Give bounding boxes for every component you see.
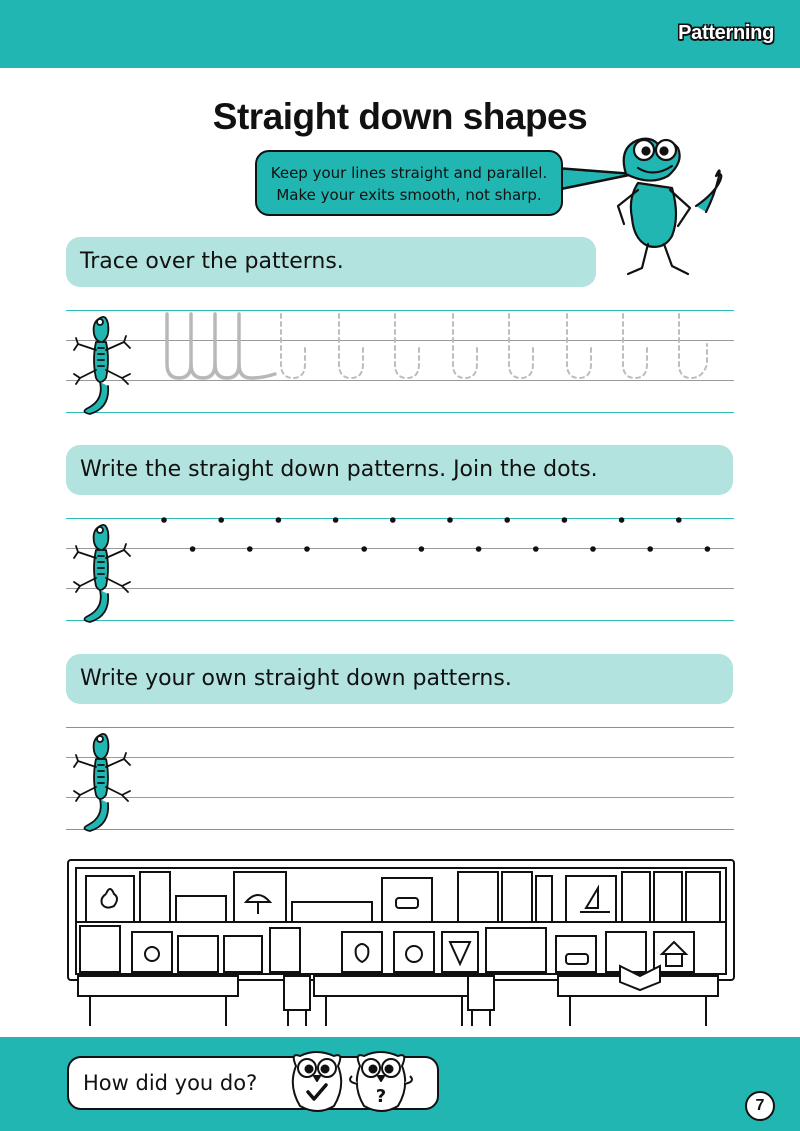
pattern-dot	[619, 517, 625, 523]
section-tag: Patterning	[678, 22, 774, 44]
pattern-dot	[276, 517, 282, 523]
svg-text:?: ?	[375, 1086, 387, 1107]
speech-bubble-line-2: Make your exits smooth, not sharp.	[276, 186, 542, 204]
pattern-dot	[533, 546, 539, 552]
dot-pattern	[150, 512, 730, 562]
owl-question-icon[interactable]	[346, 1046, 416, 1116]
guide-line	[66, 797, 734, 798]
guide-line	[66, 620, 734, 621]
writing-guides[interactable]	[66, 727, 734, 837]
page-title: Straight down shapes	[212, 96, 588, 137]
guide-line	[66, 412, 734, 413]
instruction-trace: Trace over the patterns.	[66, 237, 596, 287]
pattern-dot	[190, 546, 196, 552]
small-lizard-icon	[70, 308, 136, 418]
pattern-dot	[361, 546, 367, 552]
guide-line	[66, 727, 734, 728]
owl-tick-icon[interactable]	[282, 1046, 352, 1116]
page-number: 7	[745, 1091, 775, 1121]
pattern-dot	[333, 517, 339, 523]
how-did-you-do-label: How did you do?	[83, 1071, 258, 1095]
pattern-dot	[419, 546, 425, 552]
pattern-dot	[161, 517, 167, 523]
pattern-dot	[676, 517, 682, 523]
guide-line	[66, 829, 734, 830]
instruction-own-patterns: Write your own straight down patterns.	[66, 654, 733, 704]
pattern-dot	[447, 517, 453, 523]
guide-line	[66, 588, 734, 589]
lizard-mascot-icon	[598, 128, 738, 288]
pattern-dot	[647, 546, 653, 552]
pattern-dot	[705, 546, 711, 552]
small-lizard-icon	[70, 516, 136, 626]
pattern-dot	[562, 517, 568, 523]
library-illustration	[66, 858, 736, 1033]
pattern-dot	[590, 546, 596, 552]
speech-bubble	[255, 150, 563, 216]
pattern-dot	[390, 517, 396, 523]
pattern-dot	[504, 517, 510, 523]
speech-bubble-line-1: Keep your lines straight and parallel.	[270, 164, 548, 182]
pattern-dot	[304, 546, 310, 552]
trace-pattern	[155, 308, 715, 388]
guide-line	[66, 757, 734, 758]
small-lizard-icon	[70, 725, 136, 835]
instruction-join-dots: Write the straight down patterns. Join the dots.	[66, 445, 733, 495]
pattern-dot	[247, 546, 253, 552]
pattern-dot	[218, 517, 224, 523]
pattern-dot	[476, 546, 482, 552]
